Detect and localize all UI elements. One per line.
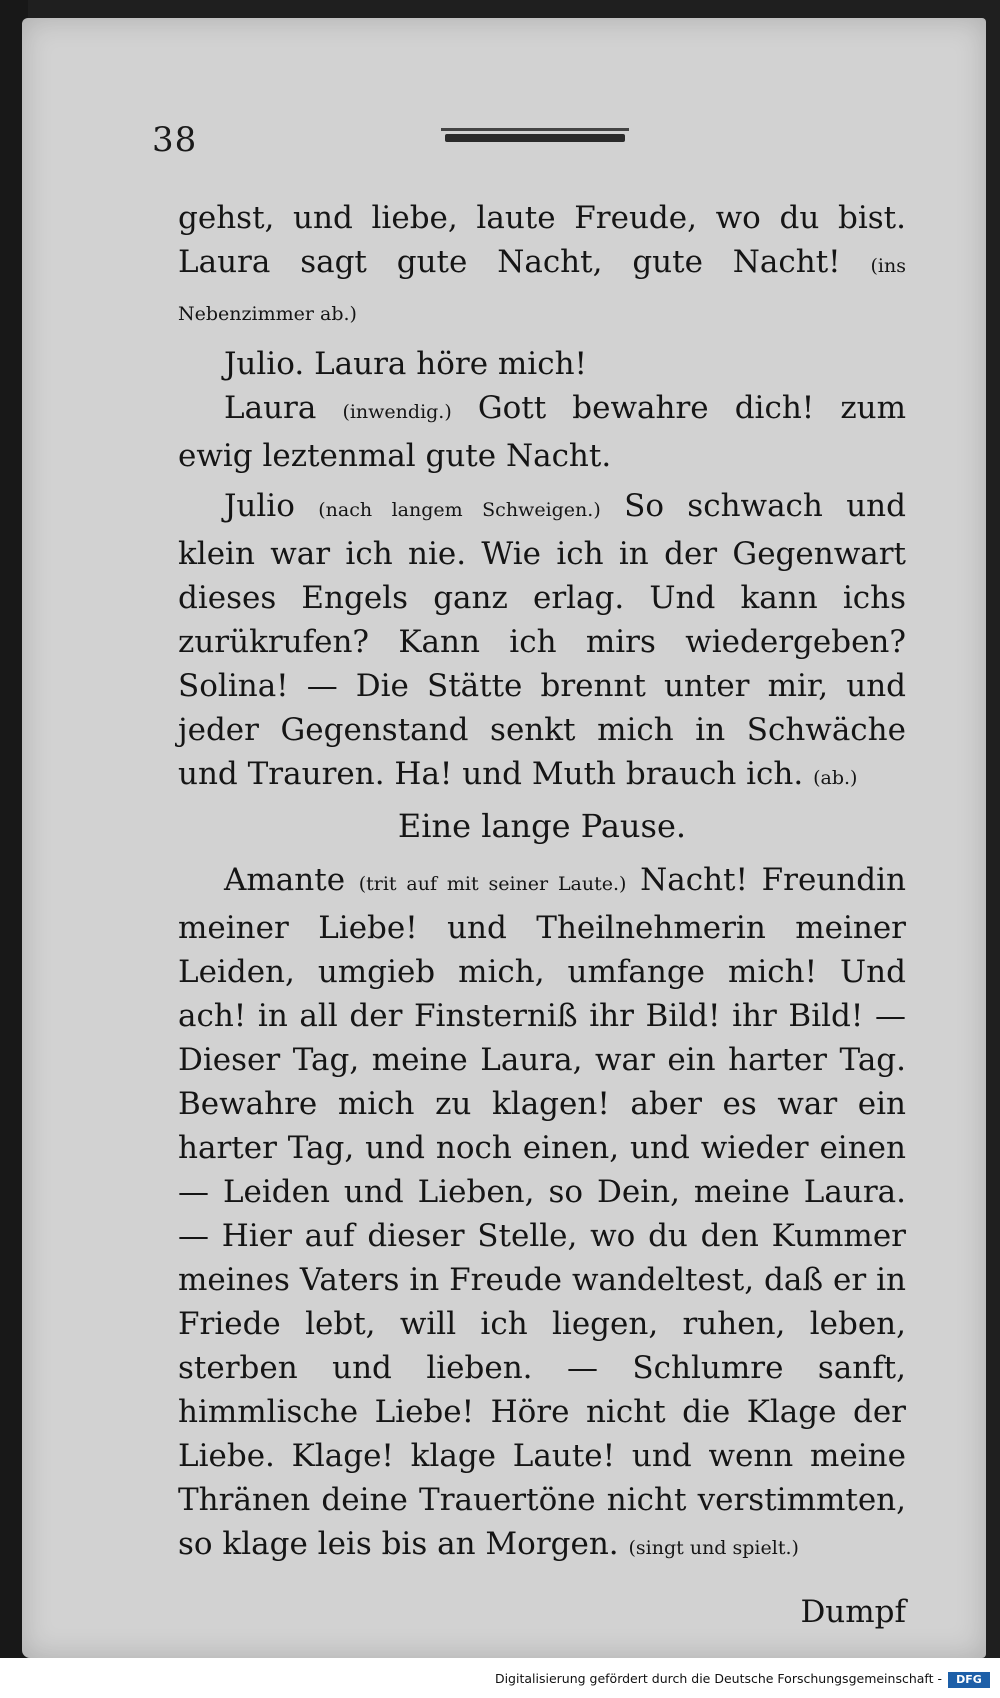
line-1-stage-direction: (ins Nebenzimmer ab.)	[178, 255, 906, 325]
catchword: Dumpf	[800, 1594, 906, 1630]
line-6-stage-end: (singt und spielt.)	[628, 1537, 799, 1559]
line-6-stage-direction: (trit auf mit seiner Laute.)	[358, 873, 627, 895]
line-1-text: gehst, und liebe, laute Freude, wo du bist. Laura sagt gute Nacht, gute Nacht!	[178, 200, 906, 280]
line-6-text: Nacht! Freundin meiner Liebe! und Theilnehmerin meiner Leiden, umgieb mich, umfange mich! Und ach! in all der Finsterniß ihr Bild! ihr Bild! — Dieser Tag, meine Laura, war ein harter Tag. Bewahre mich zu klagen! aber es war ein harter Tag, und noch einen, und wieder einen — Leiden und Lieben, so Dein, meine Laura. — Hier auf dieser Stelle, wo du den Kummer meines Vaters in Freude wandeltest, daß er in Friede lebt, will ich liegen, ruhen, leben, sterben und lieben. — Schlumre sanft, himmlische Liebe! Höre nicht die Klage der Liebe. Klage! klage Laute! und wenn meine Thränen deine Trauertöne nicht verstimmten, so klage leis bis an Morgen.	[178, 862, 906, 1562]
line-3-stage-direction: (inwendig.)	[342, 401, 452, 423]
footer-bar	[0, 1658, 1000, 1698]
speaker-julio-2: Julio	[224, 488, 295, 524]
text-line-4	[178, 484, 906, 800]
funding-credit: Digitalisierung gefördert durch die Deutsche Forschungsgemeinschaft -	[494, 1671, 942, 1686]
speaker-amante: Amante	[224, 862, 346, 898]
text-line-1	[178, 196, 906, 336]
line-4-exit: (ab.)	[813, 767, 858, 789]
line-4-text: So schwach und klein war ich nie. Wie ich in der Gegenwart dieses Engels ganz erlag. Und kann ichs zurükrufen? Kann ich mirs wiedergeben? Solina! — Die Stätte brennt unter mir, und jeder Gegenstand senkt mich in Schwäche und Trauren. Ha! und Muth brauch ich.	[178, 488, 906, 792]
line-3-text: Gott bewahre dich! zum ewig leztenmal gute Nacht.	[178, 390, 907, 474]
header-ornament-rule	[445, 134, 625, 142]
dfg-logo-icon: DFG	[948, 1672, 990, 1688]
speaker-julio: Julio.	[224, 346, 305, 382]
text-line-6	[178, 858, 906, 1570]
page-text	[178, 196, 906, 1634]
line-2-text: Laura höre mich!	[314, 346, 587, 382]
text-line-2	[178, 342, 906, 386]
speaker-laura: Laura	[224, 390, 317, 426]
pause-heading: Eine lange Pause.	[397, 807, 687, 845]
page-number: 38	[152, 120, 198, 160]
line-4-stage-direction: (nach langem Schweigen.)	[318, 499, 601, 521]
text-line-3	[178, 386, 906, 478]
